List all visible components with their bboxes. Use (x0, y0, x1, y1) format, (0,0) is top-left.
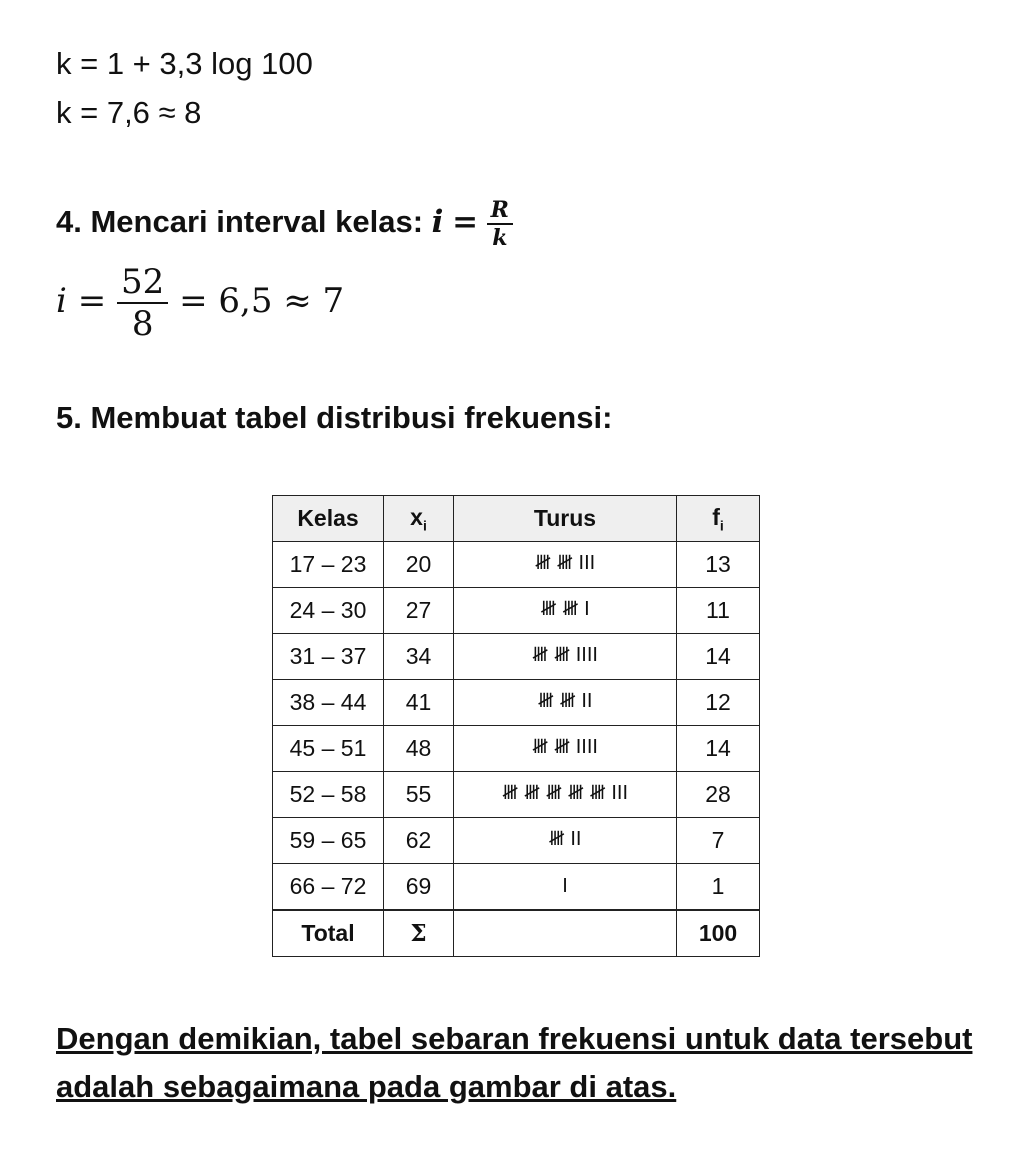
cell-kelas: 24 – 30 (273, 588, 384, 634)
formula-equals: = (452, 204, 479, 240)
cell-kelas: 17 – 23 (273, 542, 384, 588)
cell-fi: 28 (677, 772, 760, 818)
step5-heading: 5. Membuat tabel distribusi frekuensi: (56, 400, 613, 435)
cell-kelas: 66 – 72 (273, 864, 384, 911)
cell-xi: 69 (384, 864, 454, 911)
cell-fi: 7 (677, 818, 760, 864)
header-turus: Turus (454, 496, 677, 542)
cell-kelas: 31 – 37 (273, 634, 384, 680)
table-row (273, 726, 760, 772)
calc-fraction (117, 262, 168, 344)
formula-numerator: R (487, 197, 513, 225)
cell-fi: 14 (677, 726, 760, 772)
cell-xi: 34 (384, 634, 454, 680)
total-turus (454, 910, 677, 957)
cell-xi: 48 (384, 726, 454, 772)
calc-result: = 6,5 ≈ 7 (179, 281, 345, 321)
table-total-row (273, 910, 760, 957)
header-fi-base: f (712, 503, 720, 530)
total-sigma: Σ (384, 910, 454, 957)
calc-denominator: 8 (131, 304, 154, 344)
total-label: Total (273, 910, 384, 957)
step4-heading: 4. Mencari interval kelas: (56, 204, 424, 239)
calc-equals: = (77, 281, 107, 321)
table-row (273, 818, 760, 864)
cell-fi: 11 (677, 588, 760, 634)
table-header-row (273, 496, 760, 542)
formula-r-over-k (487, 197, 513, 251)
cell-turus: 𝍸 𝍸 II (454, 680, 677, 726)
header-kelas: Kelas (273, 496, 384, 542)
table-row (273, 680, 760, 726)
table-row (273, 542, 760, 588)
formula-i-symbol: i (431, 204, 444, 240)
cell-xi: 62 (384, 818, 454, 864)
conclusion-text: Dengan demikian, tabel sebaran frekuensi untuk data tersebut adalah sebagaimana pada gambar di atas. (56, 1021, 973, 1104)
cell-turus: 𝍸 𝍸 IIII (454, 726, 677, 772)
cell-turus: 𝍸 𝍸 I (454, 588, 677, 634)
cell-xi: 20 (384, 542, 454, 588)
cell-xi: 27 (384, 588, 454, 634)
step4-heading-row (56, 190, 513, 254)
cell-xi: 41 (384, 680, 454, 726)
table-row (273, 772, 760, 818)
formula-line-1: k = 1 + 3,3 log 100 (56, 46, 313, 81)
header-xi-base: x (410, 503, 423, 530)
formula-line-2: k = 7,6 ≈ 8 (56, 95, 202, 130)
header-xi (384, 496, 454, 542)
frequency-table (272, 495, 760, 957)
cell-kelas: 45 – 51 (273, 726, 384, 772)
header-xi-sub: i (422, 517, 427, 534)
cell-xi: 55 (384, 772, 454, 818)
cell-turus: 𝍸 II (454, 818, 677, 864)
cell-turus: 𝍸 𝍸 𝍸 𝍸 𝍸 III (454, 772, 677, 818)
calc-i-symbol: i (56, 281, 67, 321)
cell-fi: 12 (677, 680, 760, 726)
cell-fi: 13 (677, 542, 760, 588)
cell-kelas: 52 – 58 (273, 772, 384, 818)
formula-denominator: k (492, 224, 508, 251)
table-row (273, 634, 760, 680)
cell-fi: 1 (677, 864, 760, 911)
calc-numerator: 52 (117, 262, 168, 304)
table-row (273, 864, 760, 911)
header-fi (677, 496, 760, 542)
total-fi: 100 (677, 910, 760, 957)
cell-turus: 𝍸 𝍸 IIII (454, 634, 677, 680)
cell-kelas: 59 – 65 (273, 818, 384, 864)
table-row (273, 588, 760, 634)
interval-calculation (56, 256, 344, 346)
header-fi-sub: i (719, 517, 724, 534)
cell-kelas: 38 – 44 (273, 680, 384, 726)
cell-fi: 14 (677, 634, 760, 680)
cell-turus: I (454, 864, 677, 911)
cell-turus: 𝍸 𝍸 III (454, 542, 677, 588)
